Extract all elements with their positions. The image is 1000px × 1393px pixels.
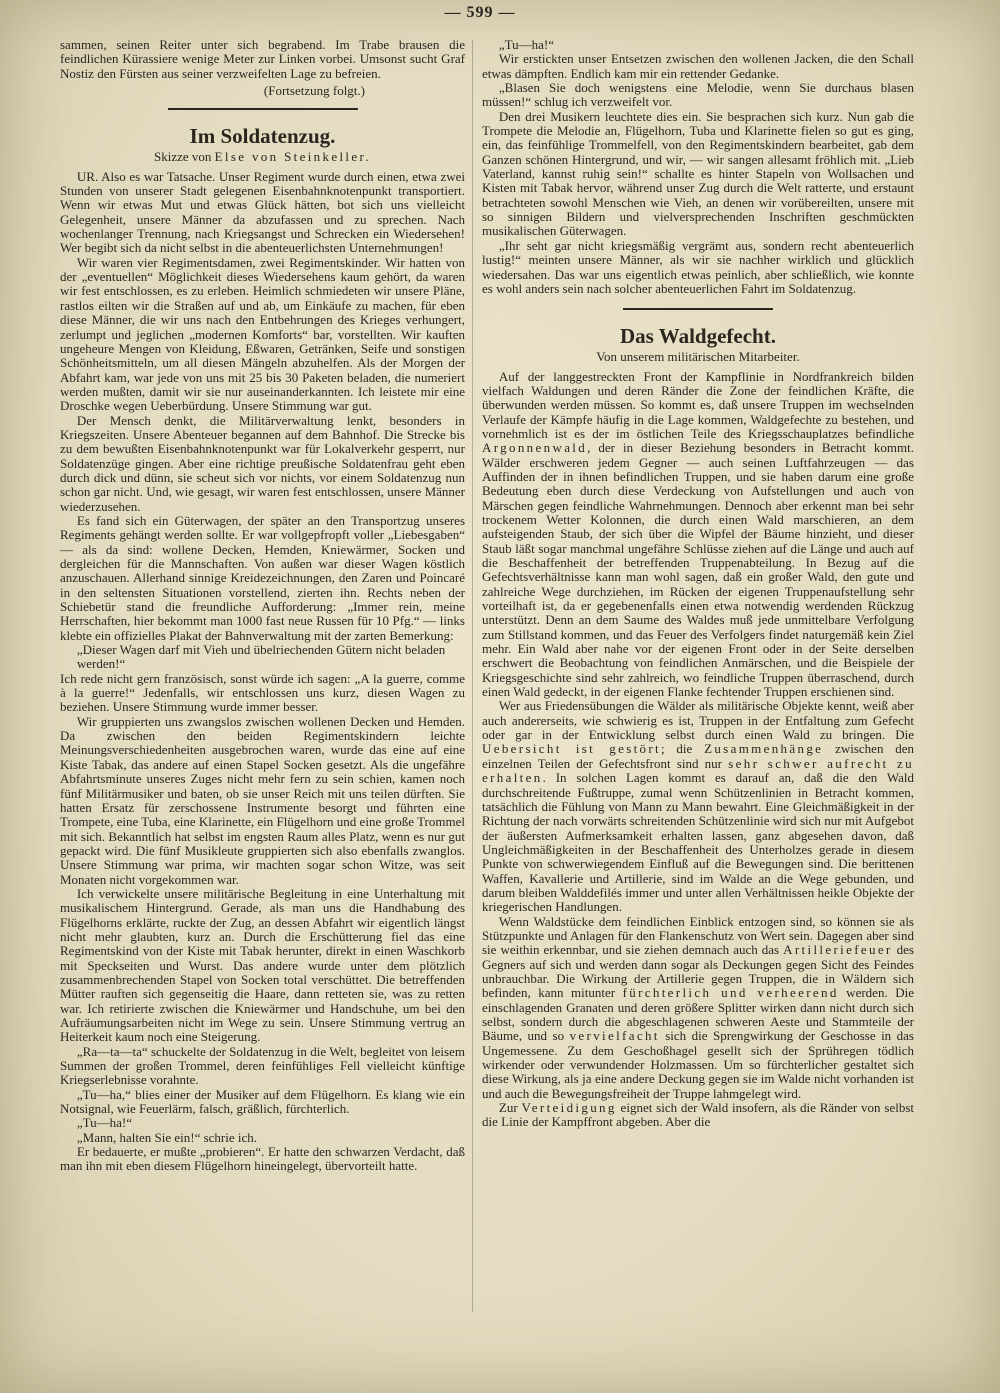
left-column xyxy=(60,38,465,1174)
page-number: — 599 — xyxy=(444,4,516,21)
paragraph: Den drei Musikern leuchtete dies ein. Sie besprachen sich kurz. Nun gab die Trompete die Melodie an, Flügelhorn, Tuba und Klarinette fielen so gut es ging, ein, das feinfühlige Trommelfell, von den Regimentskindern bearbeitet, gab dem Ganzen schönen Hintergrund, und wir, — wir sangen allesamt fröhlich mit. „Lieb Vaterland, kannst ruhig sein!“ schallte es hinter Stapeln von Wollsachen und Kisten mit Tabak hervor, während unser Zug durch die Welt ratterte, und erstaunt betrachteten sowohl Menschen wie Vieh, an denen wir vorübereilten, unsere mit so sinnigen Bildern und vielversprechenden Inschriften geschmückten musikalischen Güterwagen. xyxy=(482,108,914,239)
byline-prefix: Skizze von xyxy=(153,149,215,165)
paragraph: Es fand sich ein Güterwagen, der später an den Transportzug unseres Regiments gehängt werden sollte. Er war vollgepfropft voller „Liebesgaben“ — als da sind: wollene Decken, Hemden, Kniewärmer, Socken und dergleichen für die Mannschaften. Von außen war dieser Wagen köstlich anzuschauen. Allerhand sinnige Kreidezeichnungen, den Zaren und Poincaré in den seltensten Situationen vorstellend, zierten ihn. Rechts neben der Schiebetür stand die freundliche Aufforderung: „Immer rein, meine Herrschaften, hier bekommt man 1000 fast neue Russen für 10 Pfg.“ — links klebte ein offizielles Plakat der Bahnverwaltung mit der zarten Bemerkung: xyxy=(60,512,465,643)
paragraph: „Tu—ha,“ blies einer der Musiker auf dem Flügelhorn. Es klang wie ein Notsignal, wie Feuerlärm, falsch, gräßlich, fürchterlich. xyxy=(60,1086,465,1117)
paragraph-text: Zur xyxy=(498,1100,522,1116)
paragraph: „Tu—ha!“ xyxy=(498,37,555,52)
paragraph-text: Auf der langgestreckten Front der Kampflinie in Nordfrankreich bilden vielfach Waldungen und deren Ränder die Zone der feindlichen Kräfte, die überwunden werden müssen. So kommt es, daß unsere Truppen im wechselnden Verlaufe der Kämpfe häufig in die Lage kommen, Waldgefechte zu bestehen, und vornehmlich ist es der im östlichen Teile des Kriegsschauplatzes befindliche xyxy=(482,368,914,441)
paragraph: „Ra—ta—ta“ schuckelte der Soldatenzug in die Welt, begleitet von leisem Summen der großen Trommel, deren feinfühliges Fell vielleicht künftige Kriegserlebnisse vorahnte. xyxy=(60,1043,465,1088)
paragraph: Ich verwickelte unsere militärische Begleitung in eine Unterhaltung mit musikalischem Hintergrund. Gerade, als man uns die Handhabung des Flügelhorns erklärte, ruckte der Zug, an dessen Abfahrt wir eigentlich längst nicht mehr glaubten, kurz an. Durch die Erschütterung fiel das eine Regimentskind von der Kiste mit Tabak herunter, direkt in einen Waschkorb mit Speckseiten und Wurst. Das andere wurde unter dem plötzlich zusammenbrechenden Stapel von Socken total verschüttet. Die betreffenden Mütter rauften sich gegenseitig die Haare, dann retteten sie, was zu retten war. Ich retirierte zwischen die Kniewärmer und Handschuhe, um bei den Aufräumungsarbeiten nicht im Wege zu sein. Unsere Stimmung vertrug an Heiterkeit kaum noch eine Steigerung. xyxy=(60,885,465,1045)
article-title: Das Waldgefecht. xyxy=(620,324,776,349)
paragraph: „Tu—ha!“ xyxy=(76,1115,133,1131)
emphasized-text: vervielfacht xyxy=(569,1028,660,1044)
paragraph-text: sich die Sprengwirkung der Geschosse in das Ungemessene. Zu dem Geschoßhagel gesellt sich der Sprühregen tödlich wirkender oder verwundender Holzmassen. Um so fürchterlicher gestaltet sich diese Wirkung, als ja eine andere Deckung gegen sie im Walde nicht vorhanden ist und auch die Bewegungsfreiheit der Truppe lahmgelegt wird. xyxy=(482,1028,914,1101)
paragraph-text: werden. Die einschlagenden Granaten und deren größere Splitter wirken dann nicht durch sich selbst, sondern durch die abgeschlagenen schweren Aeste und Stammteile der Bäume, und so xyxy=(482,985,914,1044)
paragraph-text: ; die xyxy=(661,741,705,757)
paragraph-text: Wer aus Friedensübungen die Wälder als militärische Objekte kennt, weiß aber auch andererseits, wie schwierig es ist, Truppen in der Entfaltung zum Gefecht oder gar in der Entwicklung selbst durch einen Wald zu bringen. Die xyxy=(482,698,914,743)
emphasized-text: Verteidigung xyxy=(521,1100,617,1116)
byline-author: Else von Steinkeller. xyxy=(214,149,372,165)
emphasized-text: Artilleriefeuer xyxy=(783,942,893,958)
paragraph: Ich rede nicht gern französisch, sonst würde ich sagen: „A la guerre, comme à la guerre!“ Jedenfalls, wir entschlossen uns kurz, diesen Wagen zu beziehen. Unsere Stimmung wurde immer besser. xyxy=(60,670,465,715)
emphasized-text: fürchterlich und verheerend xyxy=(622,985,839,1001)
paragraph-text: des Gegners auf sich und werden dann sogar als Deckungen gegen Sicht des Feindes unbrauchbar. Die Wirkung der Artillerie gegen Truppen, die in Wäldern sich befinden, kann mitunter xyxy=(482,942,914,1001)
paragraph xyxy=(482,699,914,914)
emphasized-text: sehr schwer aufrecht zu erhalten xyxy=(482,755,914,786)
paragraph: „Ihr seht gar nicht kriegsmäßig vergrämt aus, sondern recht abenteuerlich lustig!“ meinten unsere Männer, als wir sie nachher wirklich und glücklich wiedersahen. Das war uns eigentlich etwas peinlich, aber schließlich, wie konnte es wohl anders sein nach solcher abenteuerlichen Fahrt im Soldatenzug. xyxy=(482,237,914,296)
quoted-notice: „Dieser Wagen darf mit Vieh und übelriechenden Gütern nicht beladen werden!“ xyxy=(76,642,446,672)
article-title: Im Soldatenzug. xyxy=(189,124,336,149)
paragraph: „Blasen Sie doch wenigstens eine Melodie, wenn Sie durchaus blasen müssen!“ schlug ich verzweifelt vor. xyxy=(482,80,914,110)
paragraph-text: Wenn Waldstücke dem feindlichen Einblick entzogen sind, so können sie als Stützpunkte und Anlagen für den Flankenschutz von Wert sein. Dagegen aber sind sie weithin erkennbar, und sie ziehen demnach auch das xyxy=(482,913,914,958)
paragraph: Der Mensch denkt, die Militärverwaltung lenkt, besonders in Kriegszeiten. Unsere Abenteuer begannen auf dem Bahnhof. Die Strecke bis zu dem bewußten Eisenbahnknotenpunkt war für Lokalverkehr gesperrt, nur Soldatenzüge gingen. Aber eine richtige preußische Soldatenfrau geht eben durch dick und dünn, sie scheut sich vor nichts, vor einem Soldatenzug nun schon gar nicht. Und, wie gesagt, wir waren fest entschlossen, unsere Männer wiederzusehen. xyxy=(60,412,465,514)
article-byline xyxy=(60,150,465,164)
paragraph: Er bedauerte, er mußte „probieren“. Er hatte den schwarzen Verdacht, daß man ihn mit eben diesem Flügelhorn hineingelegt, übervorteilt hatte. xyxy=(60,1144,465,1174)
paragraph: Wir gruppierten uns zwangslos zwischen wollenen Decken und Hemden. Da zwischen den beiden Regimentskindern leichte Meinungsverschiedenheiten ausgebrochen waren, wurde das eine auf eine Kiste Tabak, das andere auf einen Stapel Socken gesetzt. Als die ungefähre Abfahrtsminute unseres Zuges nicht mehr fern zu sein schien, kamen noch fünf Militärmusiker und baten, ob sie unser Reich mit uns teilen dürften. Sie hatten Ersatz für zerschossene Instrumente besorgt und führten eine Trompete, eine Tuba, eine Klarinette, ein Flügelhorn und eine große Trommel mit sich. Bekanntlich hat selbst im engsten Raum alles Platz, wenn es nur gut gepackt wird. Die fünf Musikleute gruppierten sich also ebenfalls zwanglos. Unsere Stimmung war prima, wir machten sogar schon Witze, was seit Monaten nicht vorgekommen war. xyxy=(60,713,465,887)
paragraph xyxy=(482,1101,914,1130)
column-divider xyxy=(472,40,473,1312)
emphasized-text: Zusammenhänge xyxy=(704,741,824,757)
paragraph: UR. Also es war Tatsache. Unser Regiment wurde durch einen, etwa zwei Stunden von unserer Stadt gelegenen Eisenbahnknotenpunkt transportiert. Wenn wir etwas Mut und etwas Glück hätten, bot sich uns vielleicht Gelegenheit, unsere Männer da abzufassen und zu sprechen. Nach wochenlanger Trennung, nach Kriegsangst und Schrecken ein Wiedersehen! Wer begibt sich da nicht selbst in die abenteuerlichsten Unternehmungen! xyxy=(60,168,465,256)
section-rule xyxy=(168,108,358,110)
paragraph-text: , der in dieser Beziehung besonders in Betracht kommt. Wälder erschweren jedem Gegner — auch seinen Luftfahrzeugen — das Auffinden der in ihnen befindlichen Truppen, und sie haben darum eine große Bedeutung eben durch diese Verdeckung von Aufstellungen und auch von Märschen gegen feindliche Wahrnehmungen. Dennoch aber erkennt man bei sehr trockenem Wetter Kolonnen, die durch einen Wald marschieren, an dem aufsteigenden Staub, der sich über die Wipfel der Bäume hinzieht, und dieser Staub läßt sogar manchmal ungefähre Schlüsse ziehen auf die Länge und auch auf die Beschaffenheit der betreffenden Truppenabteilung. In Bezug auf die Gefechtsverhältnisse kann man wohl sagen, daß ein großer Wald, den gute und zahlreiche Wege durchziehen, im Rücken der eigenen Truppenaufstellung sehr vorteilhaft ist, da er gegebenenfalls einen etwa notwendig werdenden Rückzug unterstützt. Denn an dem Saume des Waldes muß jede unmittelbare Verfolgung zum Stillstand kommen, und das Feuer des Verfolgers findet naturgemäß kein Ziel mehr. Ein Wald aber nahe vor der eigenen Front oder in der Seite derselben erschwert die Beobachtung von feindlichen Anmärschen, und die Beispiele der Kriegsgeschichte sind sehr zahlreich, wo feindliche Truppen überraschend, durch einen Wald gedeckt, in der eigenen Flanke fechtender Truppen erschienen sind. xyxy=(482,440,914,700)
paragraph: „Mann, halten Sie ein!“ schrie ich. xyxy=(76,1129,258,1145)
paragraph: Wir waren vier Regimentsdamen, zwei Regimentskinder. Wir hatten von der „eventuellen“ Möglichkeit dieses Wiedersehens kaum gehört, da waren wir fest entschlossen, es zu erleben. Heimlich schmiedeten wir unsere Pläne, rastlos eilten wir die Straßen auf und ab, um Einkäufe zu machen, für eben diese Männer, die wir uns nach den Entbehrungen des Krieges verhungert, zerlumpt und jeglichen „modernen Komforts“ bar, vorstellten. Wir kauften ungeheure Mengen von Kleidung, Eßwaren, Getränken, Seife und sonstigen Schönheitsmitteln, um all diesen Mängeln abzuhelfen. Als der Morgen der Abfahrt kam, war jede von uns mit 25 bis 30 Paketen beladen, die numeriert werden mußten, damit wir sie nur auseinanderkannten. Ich leistete mir eine Droschke wegen Ueberbürdung. Unsere Stimmung war gut. xyxy=(60,254,465,414)
paragraph-text: zwischen den einzelnen Teilen der Gefechtsfront sind nur xyxy=(482,741,914,771)
continued-article-text: sammen, seinen Reiter unter sich begrabend. Im Trabe brausen die feindlichen Kürassiere wenige Meter zur Linken vorbei. Umsonst sucht Graf Nostiz den Fürsten aus seiner verzweifelten Lage zu befreien. xyxy=(60,37,465,81)
to-be-continued-note: (Fortsetzung folgt.) xyxy=(263,83,365,99)
paragraph xyxy=(482,370,914,700)
paragraph: Wir erstickten unser Entsetzen zwischen den wollenen Jacken, die den Schall etwas dämpften. Endlich kam mir ein rettender Gedanke. xyxy=(482,51,914,81)
paragraph-text: eignet sich der Wald insofern, als die Ränder von selbst die Linie der Kampffront abgeben. Aber die xyxy=(482,1100,914,1130)
emphasized-text: Uebersicht ist gestört xyxy=(482,741,662,757)
article-subtitle: Von unserem militärischen Mitarbeiter. xyxy=(596,349,800,365)
right-column xyxy=(482,38,914,1130)
emphasized-text: Argonnenwald xyxy=(482,440,588,456)
section-rule xyxy=(623,308,773,310)
paragraph-text: . In solchen Lagen kommt es darauf an, daß die den Wald durchschreitende Fußtruppe, zumal wenn Schützenlinien in Betracht kommen, tatsächlich die Fühlung von Mann zu Mann bewahrt. Eine Gleichmäßigkeit in der Richtung der nach vorwärts schreitenden Schützenlinie wird sich nur mit Aufgebot der äußersten Aufmerksamkeit erhalten lassen, ganz abgesehen davon, daß Ungleichmäßigkeiten in der Beschaffenheit des Unterholzes gerade in diesem Punkte von schwerwiegendem Einfluß auf die Bewegungen sind. Die berittenen Waffen, Kavallerie und Artillerie, sind im Walde an die Wege gebunden, und darum bleiben Walddefilés immer und unter allen Verhältnissen heikle Objekte der kriegerischen Handlungen. xyxy=(482,770,914,915)
paragraph xyxy=(482,915,914,1101)
